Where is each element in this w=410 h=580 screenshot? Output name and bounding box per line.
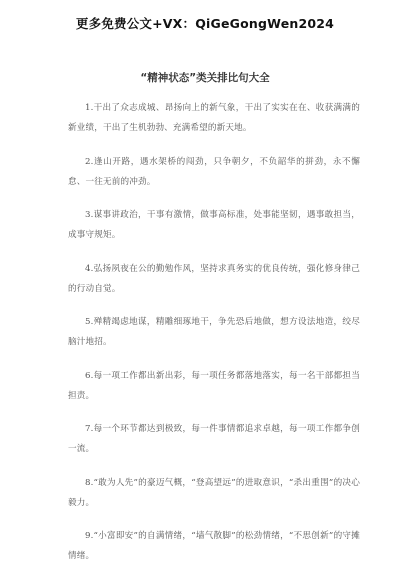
list-item: 4.弘扬夙夜在公的勤勉作风，坚持求真务实的优良传统，强化修身律己的行动自觉。	[68, 263, 360, 294]
header-watermark-line: 更多免费公文+VX：QiGeGongWen2024	[75, 16, 335, 31]
list-item: 7.每一个环节都达到极致，每一件事情都追求卓越，每一项工作都争创一流。	[68, 424, 360, 454]
document-title: “精神状态”类关排比句大全	[140, 72, 270, 84]
list-item: 6.每一项工作都出新出彩，每一项任务都落地落实，每一名干部都担当担责。	[68, 370, 360, 401]
item-list	[68, 98, 360, 580]
list-item: 8.“敢为人先”的豪迈气概，“登高望远”的进取意识，“杀出重围”的决心毅力。	[68, 477, 360, 508]
list-item: 9.“小富即安”的自满情绪，“墙气散脚”的松劲情绪，“不思创新”的守摊情绪。	[68, 531, 360, 561]
list-item: 2.逢山开路，遇水架桥的闯劲，只争朝夕，不负韶华的拼劲，永不懈怠、一往无前的冲劲。	[68, 156, 360, 187]
list-item: 1.干出了众志成城、昂扬向上的新气象，干出了实实在在、收获满满的新业绩，干出了生机勃勃、充满希望的新天地。	[68, 103, 360, 133]
list-item: 5.殚精竭虑地谋，精雕细琢地干，争先恐后地做，想方设法地造，绞尽脑汁地招。	[68, 317, 360, 347]
list-item: 3.谋事讲政治，干事有激情，做事高标准，处事能坚韧，遇事敢担当，成事守规矩。	[68, 210, 360, 240]
